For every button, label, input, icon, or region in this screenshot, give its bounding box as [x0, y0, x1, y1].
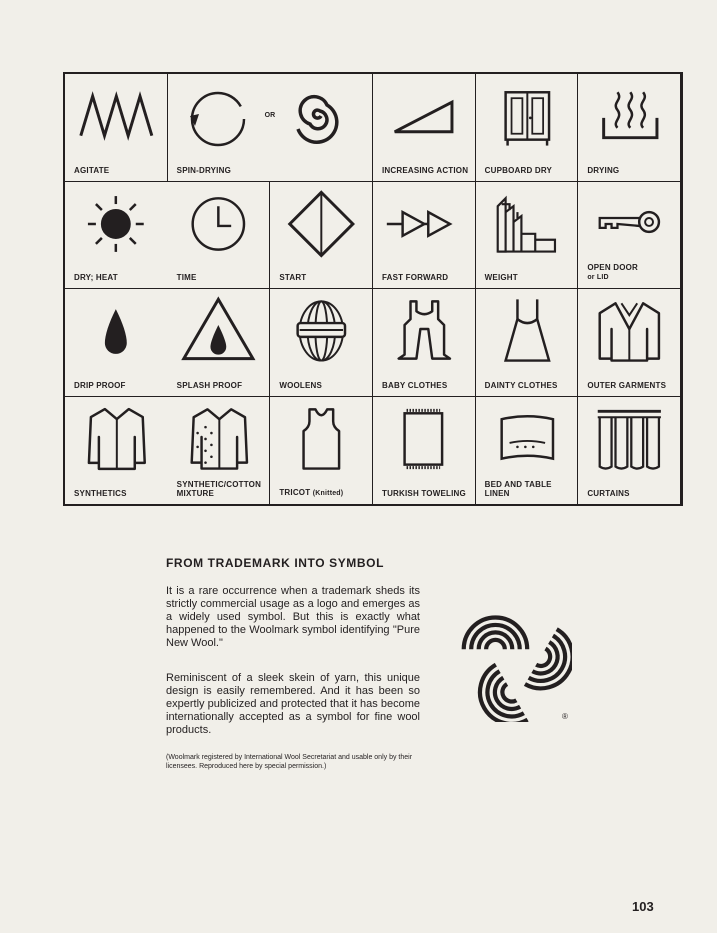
cell-cupboard-dry: [476, 74, 579, 182]
open-door-suffix: or LID: [587, 274, 609, 281]
cell-weight: [476, 182, 579, 290]
label-synthetic-cotton: SYNTHETIC/COTTON MIXTURE: [176, 480, 262, 498]
section-heading: FROM TRADEMARK INTO SYMBOL: [166, 556, 385, 570]
drying-icon: [578, 74, 680, 152]
cell-drying: [578, 74, 681, 182]
curtains-icon: [578, 397, 680, 475]
dotted-shirt-icon: [168, 397, 270, 475]
label-splash-proof: SPLASH PROOF: [176, 380, 243, 390]
cell-synthetics: [65, 397, 168, 505]
slip-dress-icon: [476, 289, 578, 367]
paragraph-1: It is a rare occurrence when a trademark sheds its strictly commercial usage as a logo and emerges as a widely used symbol. But this is exactly what happened to the Woolmark symbol identifying "Pure New Wool.": [166, 585, 420, 649]
cell-bed-table-linen: [476, 397, 579, 505]
cell-spin-drying: [168, 74, 373, 182]
label-outer-garments: OUTER GARMENTS: [587, 380, 667, 390]
key-icon: [578, 182, 680, 260]
cell-agitate: [65, 74, 168, 182]
label-weight: WEIGHT: [484, 273, 518, 282]
cell-start: [270, 182, 373, 290]
label-spin-drying: SPIN-DRYING: [176, 165, 232, 175]
woolmark-logo-icon: [460, 610, 572, 722]
splash-triangle-icon: [168, 289, 270, 367]
tricot-suffix: (Knitted): [312, 490, 344, 497]
label-increasing-action: INCREASING ACTION: [381, 165, 469, 175]
label-bed-table-linen: BED AND TABLE LINEN: [484, 480, 552, 498]
label-tricot: TRICOT (Knitted): [279, 488, 344, 497]
agitate-icon: [65, 74, 167, 152]
cell-turkish-toweling: [373, 397, 476, 505]
permission-note: (Woolmark registered by International Wool Secretariat and usable only by their licensees. Reproduced here by special permission.): [166, 754, 413, 770]
label-agitate: AGITATE: [74, 165, 110, 175]
label-synthetics: SYNTHETICS: [74, 489, 127, 498]
cell-tricot: [270, 397, 373, 505]
weight-stack-icon: [476, 182, 578, 260]
label-baby-clothes: BABY CLOTHES: [381, 380, 448, 390]
cell-outer-garments: [578, 289, 681, 397]
label-woolens: WOOLENS: [279, 380, 323, 390]
cell-splash-proof: [168, 289, 271, 397]
registered-mark: ®: [562, 712, 568, 721]
cupboard-icon: [476, 74, 578, 152]
label-fast-forward: FAST FORWARD: [381, 273, 449, 282]
sun-icon: [65, 182, 168, 260]
label-time: TIME: [176, 273, 197, 282]
cell-time: [168, 182, 271, 290]
linen-icon: [476, 397, 578, 475]
cell-increasing-action: [373, 74, 476, 182]
cell-open-door: [578, 182, 681, 290]
label-dry-heat: DRY; HEAT: [74, 273, 118, 282]
label-drying: DRYING: [587, 165, 620, 175]
label-cupboard-dry: CUPBOARD DRY: [484, 165, 553, 175]
page-number: 103: [632, 899, 654, 914]
shirt-icon: [65, 397, 168, 475]
label-open-door: OPEN DOOR or LID: [587, 263, 639, 281]
label-turkish-toweling: TURKISH TOWELING: [381, 489, 466, 498]
label-drip-proof: DRIP PROOF: [74, 380, 126, 390]
label-start: START: [279, 273, 307, 282]
cell-curtains: [578, 397, 681, 505]
increasing-action-icon: [373, 74, 475, 152]
baby-romper-icon: [373, 289, 475, 367]
cell-drip-proof: [65, 289, 168, 397]
or-text: OR: [264, 112, 276, 119]
cell-dry-heat: [65, 182, 168, 290]
label-curtains: CURTAINS: [587, 489, 630, 498]
jacket-icon: [578, 289, 680, 367]
start-diamond-icon: [270, 182, 372, 260]
cell-baby-clothes: [373, 289, 476, 397]
drop-icon: [65, 289, 168, 367]
paragraph-2: Reminiscent of a sleek skein of yarn, this unique design is easily remembered. And it has been so expertly publicized and protected that it has become internationally accepted as a symbol for fine wool products.: [166, 672, 420, 736]
fast-forward-icon: [373, 182, 475, 260]
cell-fast-forward: [373, 182, 476, 290]
cell-dainty-clothes: [476, 289, 579, 397]
symbol-grid: [63, 72, 683, 506]
cell-woolens: [270, 289, 373, 397]
tank-top-icon: [270, 397, 372, 475]
clock-icon: [168, 182, 270, 260]
towel-icon: [373, 397, 475, 475]
cell-synthetic-cotton: [168, 397, 271, 505]
yarn-skein-icon: [270, 289, 372, 367]
label-dainty-clothes: DAINTY CLOTHES: [484, 380, 558, 390]
